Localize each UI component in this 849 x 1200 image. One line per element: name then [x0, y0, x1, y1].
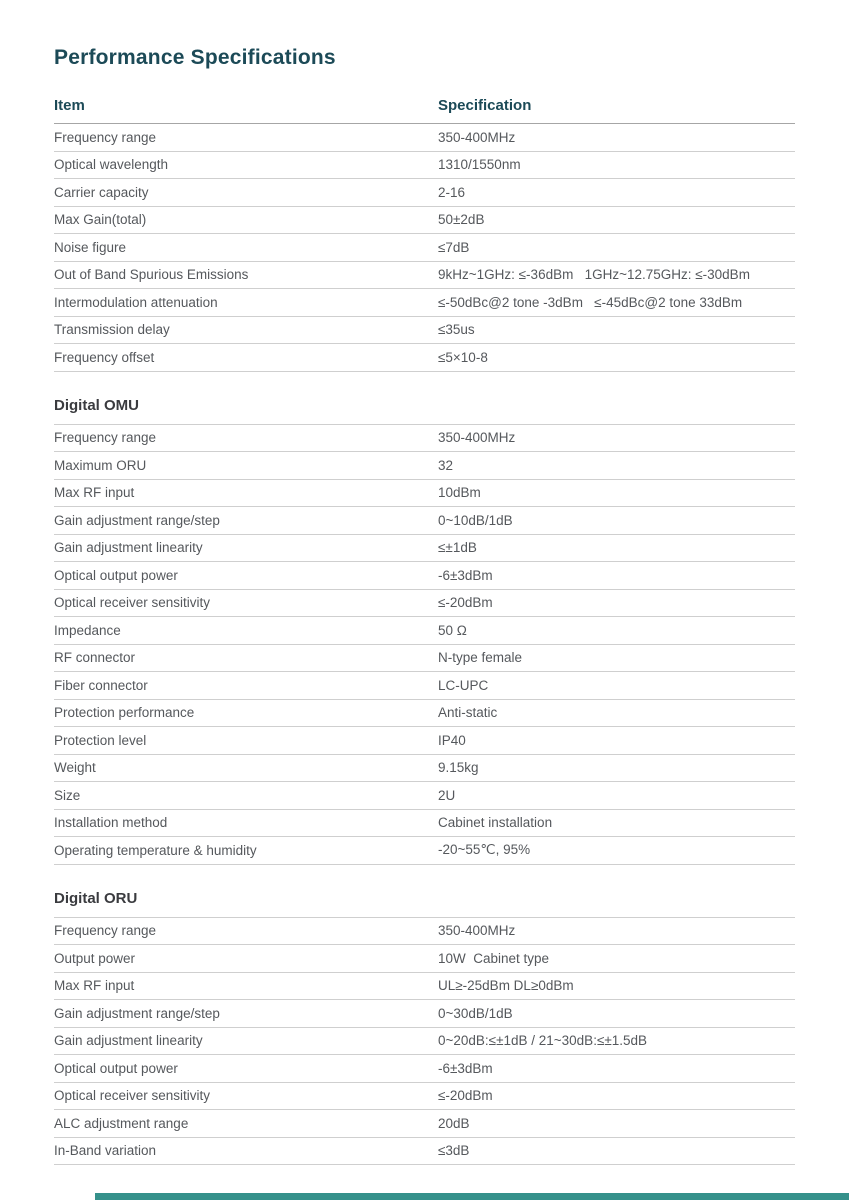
spec-cell: -6±3dBm [438, 567, 493, 583]
spec-row [54, 1110, 795, 1138]
spec-cell: UL≥-25dBm DL≥0dBm [438, 978, 574, 994]
spec-row [54, 617, 795, 645]
item-cell: Max Gain(total) [54, 212, 147, 228]
item-cell: Transmission delay [54, 322, 170, 338]
spec-cell: 350-400MHz [438, 129, 516, 145]
spec-row [54, 179, 795, 207]
spec-cell: ≤-20dBm [438, 1088, 493, 1104]
spec-cell: ≤-20dBm [438, 595, 493, 611]
spec-cell: 0~20dB:≤±1dB / 21~30dB:≤±1.5dB [438, 1033, 648, 1049]
item-cell: Max RF input [54, 485, 135, 501]
spec-cell: ≤7dB [438, 239, 470, 255]
spec-cell: Anti-static [438, 705, 498, 721]
item-cell: Carrier capacity [54, 184, 149, 200]
item-cell: Optical wavelength [54, 157, 169, 173]
spec-row [54, 562, 795, 590]
spec-cell: IP40 [438, 732, 466, 748]
item-cell: In-Band variation [54, 1143, 157, 1159]
item-cell: Protection level [54, 732, 147, 748]
spec-cell: 2-16 [438, 184, 466, 200]
spec-row [54, 344, 795, 372]
spec-cell: Cabinet installation [438, 815, 553, 831]
spec-row [54, 645, 795, 673]
item-cell: Maximum ORU [54, 457, 147, 473]
item-cell: Frequency offset [54, 349, 155, 365]
spec-row [54, 507, 795, 535]
item-cell: Gain adjustment range/step [54, 1005, 220, 1021]
spec-cell: 0~10dB/1dB [438, 512, 513, 528]
item-cell: Noise figure [54, 239, 127, 255]
section-heading: Digital ORU [54, 890, 795, 918]
spec-cell: ≤±1dB [438, 540, 477, 556]
spec-row [54, 452, 795, 480]
table-header-row [54, 97, 795, 124]
item-cell: ALC adjustment range [54, 1115, 189, 1131]
spec-cell: 9.15kg [438, 760, 479, 776]
spec-row [54, 973, 795, 1001]
spec-row [54, 1028, 795, 1056]
spec-cell: -6±3dBm [438, 1060, 493, 1076]
spec-row [54, 590, 795, 618]
item-cell: Weight [54, 760, 96, 776]
spec-row [54, 837, 795, 865]
spec-row [54, 152, 795, 180]
spec-row [54, 207, 795, 235]
spec-row [54, 700, 795, 728]
item-cell: Max RF input [54, 978, 135, 994]
spec-cell: 2U [438, 787, 456, 803]
spec-cell: 1310/1550nm [438, 157, 521, 173]
spec-cell: ≤3dB [438, 1143, 470, 1159]
spec-cell: 10dBm [438, 485, 481, 501]
spec-row [54, 782, 795, 810]
column-header-item: Item [54, 97, 85, 114]
footer-accent-bar [95, 1193, 849, 1200]
spec-row [54, 1055, 795, 1083]
spec-row [54, 317, 795, 345]
spec-cell: 50±2dB [438, 212, 485, 228]
spec-row [54, 480, 795, 508]
spec-row [54, 124, 795, 152]
item-cell: Gain adjustment range/step [54, 512, 220, 528]
spec-row [54, 727, 795, 755]
spec-row [54, 1138, 795, 1166]
spec-sheet-content [54, 0, 795, 1165]
spec-row [54, 945, 795, 973]
spec-cell: 32 [438, 457, 454, 473]
spec-cell: 9kHz~1GHz: ≤-36dBm 1GHz~12.75GHz: ≤-30dBm [438, 267, 750, 283]
spec-cell: LC-UPC [438, 677, 489, 693]
spec-row [54, 535, 795, 563]
spec-cell: 50 Ω [438, 622, 467, 638]
item-cell: Optical output power [54, 1060, 178, 1076]
spec-row [54, 755, 795, 783]
spec-row [54, 234, 795, 262]
item-cell: Impedance [54, 622, 121, 638]
spec-cell: ≤35us [438, 322, 475, 338]
spec-row [54, 1000, 795, 1028]
page-title: Performance Specifications [54, 46, 336, 69]
item-cell: Operating temperature & humidity [54, 842, 257, 858]
item-cell: Protection performance [54, 705, 195, 721]
item-cell: Output power [54, 950, 136, 966]
spec-cell: ≤-50dBc@2 tone -3dBm ≤-45dBc@2 tone 33dBm [438, 294, 743, 310]
spec-cell: -20~55℃, 95% [438, 842, 531, 858]
item-cell: Gain adjustment linearity [54, 540, 203, 556]
section-heading: Digital OMU [54, 397, 795, 425]
item-cell: Intermodulation attenuation [54, 294, 218, 310]
spec-row [54, 289, 795, 317]
spec-cell: 10W Cabinet type [438, 950, 550, 966]
spec-table [54, 124, 795, 1165]
spec-cell: ≤5×10-8 [438, 349, 488, 365]
item-cell: Size [54, 787, 81, 803]
item-cell: Optical receiver sensitivity [54, 1088, 211, 1104]
item-cell: Out of Band Spurious Emissions [54, 267, 249, 283]
item-cell: Gain adjustment linearity [54, 1033, 203, 1049]
spec-cell: N-type female [438, 650, 523, 666]
column-header-specification: Specification [438, 97, 532, 114]
item-cell: Frequency range [54, 923, 157, 939]
spec-row [54, 262, 795, 290]
spec-cell: 350-400MHz [438, 923, 516, 939]
spec-row [54, 1083, 795, 1111]
item-cell: Frequency range [54, 430, 157, 446]
item-cell: RF connector [54, 650, 136, 666]
spec-cell: 0~30dB/1dB [438, 1005, 513, 1021]
item-cell: Fiber connector [54, 677, 148, 693]
spec-cell: 350-400MHz [438, 430, 516, 446]
item-cell: Optical receiver sensitivity [54, 595, 211, 611]
item-cell: Optical output power [54, 567, 178, 583]
item-cell: Installation method [54, 815, 168, 831]
spec-row [54, 918, 795, 946]
spec-row [54, 425, 795, 453]
spec-cell: 20dB [438, 1115, 470, 1131]
spec-row [54, 810, 795, 838]
spec-row [54, 672, 795, 700]
item-cell: Frequency range [54, 129, 157, 145]
